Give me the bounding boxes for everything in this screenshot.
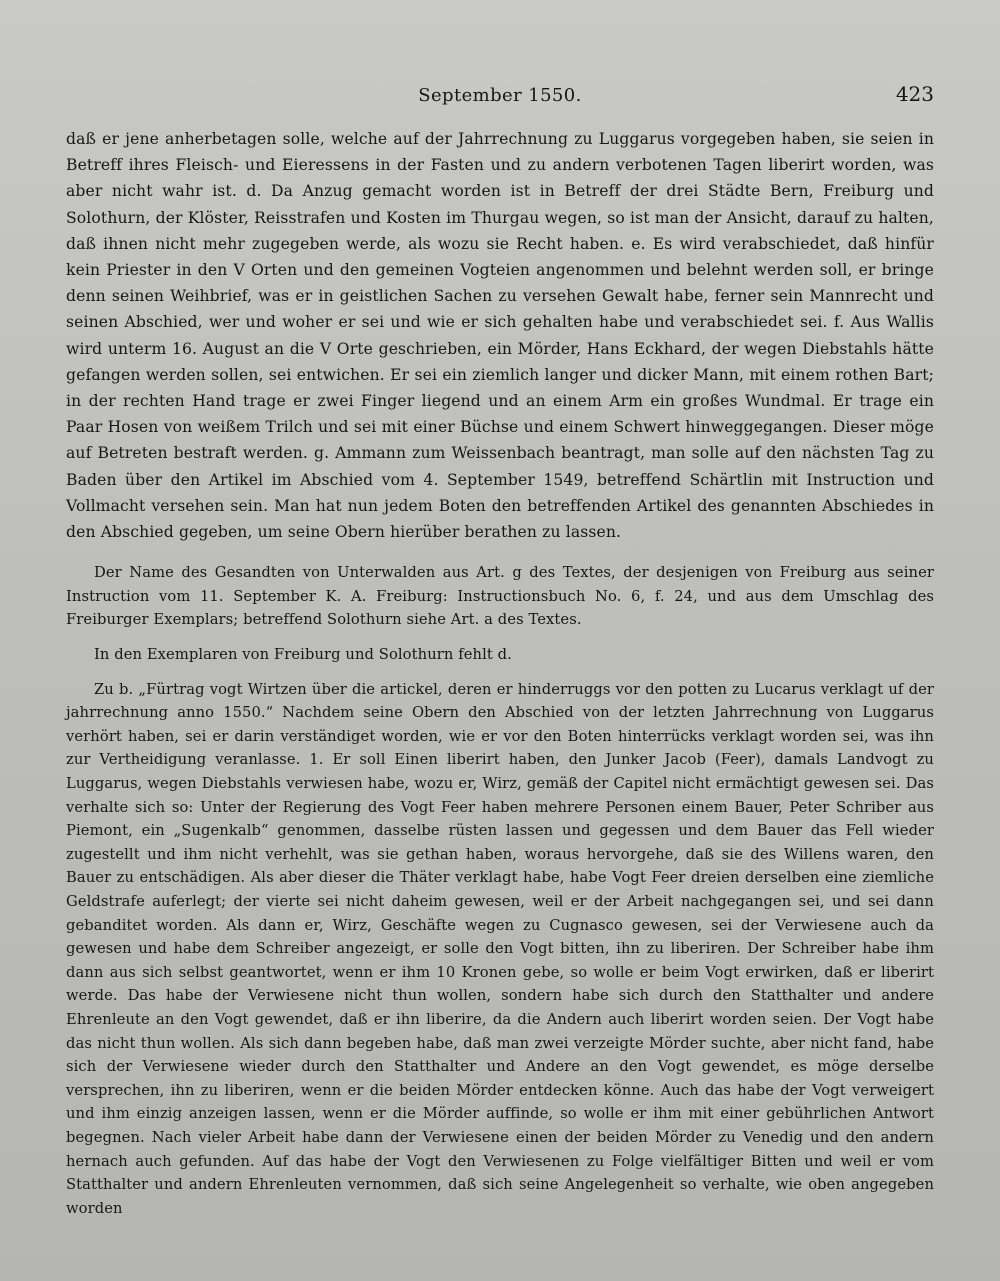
main-text-block: [66, 126, 934, 545]
page-body: [66, 126, 934, 1220]
main-paragraph: daß er jene anherbetagen solle, welche auf der Jahrrechnung zu Luggarus vorgegeben haben, sie seien in Betreff ihres Fleisch- und Eieressens in der Fasten und zu andern verbotenen Tagen liberirt worden, was aber nicht wahr ist. d. Da Anzug gemacht worden ist in Betreff der drei Städte Bern, Freiburg und Solothurn, der Klöster, Reisstrafen und Kosten im Thurgau wegen, so ist man der Ansicht, darauf zu halten, daß ihnen nicht mehr zugegeben werde, als wozu sie Recht haben. e. Es wird verabschiedet, daß hinfür kein Priester in den V Orten und den gemeinen Vogteien angenommen und belehnt werden soll, er bringe denn seinen Weihbrief, was er in geistlichen Sachen zu versehen Gewalt habe, ferner sein Mannrecht und seinen Abschied, wer und woher er sei und wie er sich gehalten habe und verabschiedet sei. f. Aus Wallis wird unterm 16. August an die V Orte geschrieben, ein Mörder, Hans Eckhard, der wegen Diebstahls hätte gefangen werden sollen, sei entwichen. Er sei ein ziemlich langer und dicker Mann, mit einem rothen Bart; in der rechten Hand trage er zwei Finger liegend und an einem Arm ein großes Wundmal. Er trage ein Paar Hosen von weißem Trilch und sei mit einer Büchse und einem Schwert hinweggegangen. Dieser möge auf Betreten bestraft werden. g. Ammann zum Weissenbach beantragt, man solle auf den nächsten Tag zu Baden über den Artikel im Abschied vom 4. September 1549, betreffend Schärtlin mit Instruction und Vollmacht versehen sein. Man hat nun jedem Boten den betreffenden Artikel des genannten Abschiedes in den Abschied gegeben, um seine Obern hierüber berathen zu lassen.: [66, 130, 934, 542]
note-paragraph-1: Der Name des Gesandten von Unterwalden aus Art. g des Textes, der desjenigen von Freiburg aus seiner Instruction vom 11. September K. A. Freiburg: Instructionsbuch No. 6, f. 24, und aus dem Umschlag des Freiburger Exemplars; betreffend Solothurn siehe Art. a des Textes.: [66, 564, 934, 629]
page-number: 423: [895, 82, 934, 106]
notes-block: [66, 561, 934, 1220]
note-paragraph-2: In den Exemplaren von Freiburg und Solothurn fehlt d.: [94, 646, 512, 664]
page-header: [66, 82, 934, 122]
running-head: September 1550.: [418, 85, 582, 106]
note-paragraph-3: Zu b. „Fürtrag vogt Wirtzen über die artickel, deren er hinderruggs vor den potten zu Lucarus verklagt uf der jahrrechnung anno 1550.“ Nachdem seine Obern den Abschied von der letzten Jahrrechnung von Luggarus verhört haben, sei er darin verständiget worden, wie er vor den Boten hinterrücks verklagt worden sei, was ihn zur Vertheidigung veranlasse. 1. Er soll Einen liberirt haben, den Junker Jacob (Feer), damals Landvogt zu Luggarus, wegen Diebstahls verwiesen habe, wozu er, Wirz, gemäß der Capitel nicht ermächtigt gewesen sei. Das verhalte sich so: Unter der Regierung des Vogt Feer haben mehrere Personen einem Bauer, Peter Schriber aus Piemont, ein „Sugenkalb“ genommen, dasselbe rüsten lassen und gegessen und dem Bauer das Fell wieder zugestellt und ihm nicht verhehlt, was sie gethan haben, woraus hervorgehe, daß sie des Willens waren, den Bauer zu entschädigen. Als aber dieser die Thäter verklagt habe, habe Vogt Feer dreien derselben eine ziemliche Geldstrafe auferlegt; der vierte sei nicht daheim gewesen, weil er der Arbeit nachgegangen sei, und sei dann gebanditet worden. Als dann er, Wirz, Geschäfte wegen zu Cugnasco gewesen, sei der Verwiesene auch da gewesen und habe dem Schreiber angezeigt, er solle den Vogt bitten, ihn zu liberiren. Der Schreiber habe ihm dann aus sich selbst geantwortet, wenn er ihm 10 Kronen gebe, so wolle er beim Vogt erwirken, daß er liberirt werde. Das habe der Verwiesene nicht thun wollen, sondern habe sich durch den Statthalter und andere Ehrenleute an den Vogt gewendet, daß er ihn liberire, da die Andern auch liberirt worden seien. Der Vogt habe das nicht thun wollen. Als sich dann begeben habe, daß man zwei verzeigte Mörder suchte, aber nicht fand, habe sich der Verwiesene wieder durch den Statthalter und Andere an den Vogt gewendet, es möge derselbe versprechen, ihn zu liberiren, wenn er die beiden Mörder entdecken könne. Auch das habe der Vogt verweigert und ihm einzig anzeigen lassen, wenn er die Mörder auffinde, so wolle er ihm mit einer gebührlichen Antwort begegnen. Nach vieler Arbeit habe dann der Verwiesene einen der beiden Mörder zu Venedig und den andern hernach auch gefunden. Auf das habe der Vogt den Verwiesenen zu Folge vielfältiger Bitten und weil er vom Statthalter und andern Ehrenleuten vernommen, daß sich seine Angelegenheit so verhalte, wie oben angegeben worden: [66, 680, 934, 1217]
